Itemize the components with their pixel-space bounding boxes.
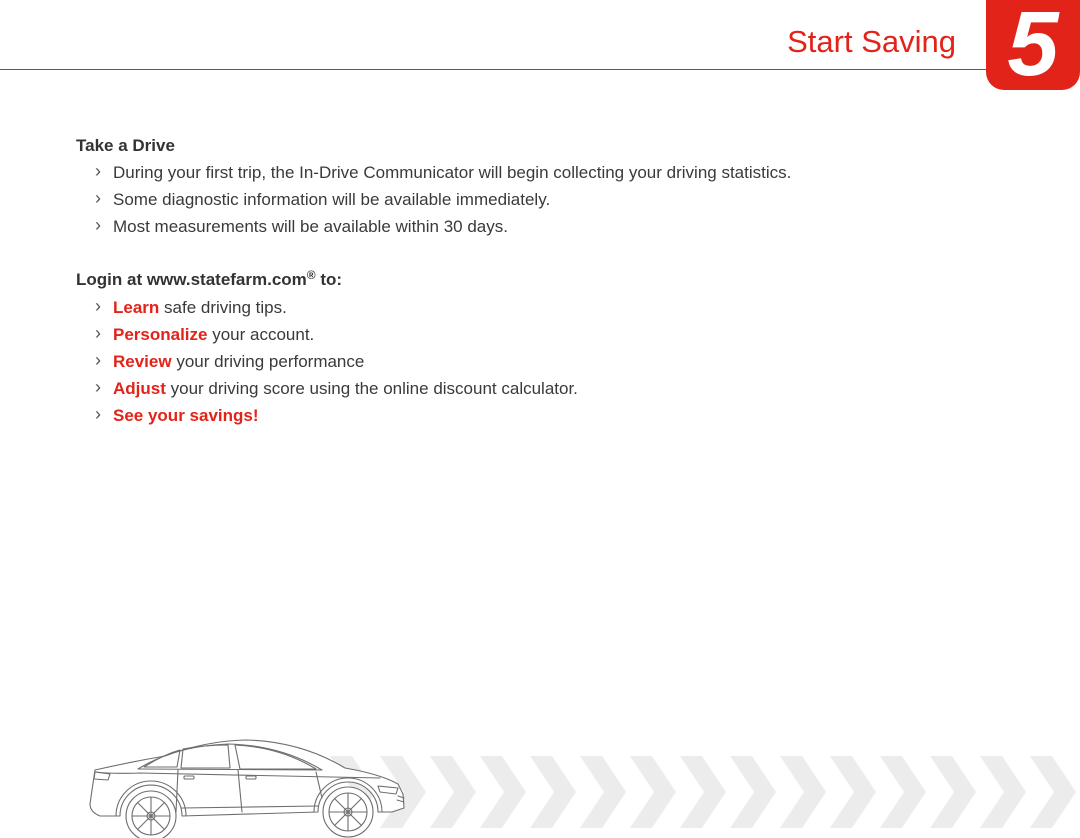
login-heading-suffix: to: bbox=[315, 270, 343, 289]
chevron-stripe bbox=[580, 756, 626, 828]
login-section bbox=[76, 270, 578, 429]
list-item bbox=[76, 294, 578, 321]
chevron-right-icon: › bbox=[95, 296, 101, 316]
wheel-icon bbox=[323, 787, 373, 837]
chevron-stripe bbox=[680, 756, 726, 828]
chevron-right-icon: › bbox=[95, 323, 101, 343]
list-item bbox=[76, 375, 578, 402]
chevron-right-icon: › bbox=[95, 161, 101, 181]
chevron-stripe bbox=[880, 756, 926, 828]
list-item-text: safe driving tips. bbox=[159, 298, 287, 317]
registered-mark: ® bbox=[306, 268, 316, 282]
car-illustration bbox=[0, 728, 1080, 838]
chevron-stripe bbox=[530, 756, 576, 828]
take-a-drive-list bbox=[76, 159, 791, 240]
chevron-stripe bbox=[480, 756, 526, 828]
list-item-text: your account. bbox=[207, 325, 315, 344]
chevron-right-icon: › bbox=[95, 377, 101, 397]
list-item bbox=[76, 213, 791, 240]
chevron-stripe bbox=[980, 756, 1026, 828]
chevron-right-icon: › bbox=[95, 188, 101, 208]
header-divider bbox=[0, 69, 1000, 70]
step-number: 5 bbox=[1007, 0, 1059, 95]
wheel-icon bbox=[126, 791, 176, 838]
list-item bbox=[76, 321, 578, 348]
chevron-stripe-pattern bbox=[330, 756, 1076, 828]
chevron-stripe bbox=[830, 756, 876, 828]
list-item bbox=[76, 348, 578, 375]
chevron-stripe bbox=[430, 756, 476, 828]
list-item-text: Most measurements will be available within 30 days. bbox=[113, 217, 508, 236]
list-item-text: Some diagnostic information will be available immediately. bbox=[113, 190, 551, 209]
list-item bbox=[76, 159, 791, 186]
chevron-right-icon: › bbox=[95, 215, 101, 235]
list-item-text: your driving performance bbox=[171, 352, 365, 371]
list-item bbox=[76, 186, 791, 213]
chevron-stripe bbox=[630, 756, 676, 828]
login-heading bbox=[76, 270, 578, 290]
list-item-highlight: See your savings! bbox=[113, 406, 259, 425]
list-item bbox=[76, 402, 578, 429]
page-title: Start Saving bbox=[787, 24, 956, 59]
list-item-text: your driving score using the online discount calculator. bbox=[165, 379, 578, 398]
list-item-highlight: Learn bbox=[113, 298, 160, 317]
take-a-drive-section bbox=[76, 136, 791, 240]
chevron-stripe bbox=[780, 756, 826, 828]
list-item-highlight: Review bbox=[113, 352, 172, 371]
list-item-text: During your first trip, the In-Drive Communicator will begin collecting your driving statistics. bbox=[113, 163, 792, 182]
login-heading-prefix: Login at www.statefarm.com bbox=[76, 270, 307, 289]
chevron-right-icon: › bbox=[95, 404, 101, 424]
take-a-drive-heading: Take a Drive bbox=[76, 136, 175, 155]
step-badge bbox=[986, 0, 1080, 95]
list-item-highlight: Adjust bbox=[113, 379, 166, 398]
chevron-stripe bbox=[930, 756, 976, 828]
chevron-right-icon: › bbox=[95, 350, 101, 370]
chevron-stripe bbox=[730, 756, 776, 828]
list-item-highlight: Personalize bbox=[113, 325, 208, 344]
login-list bbox=[76, 294, 578, 429]
chevron-stripe bbox=[1030, 756, 1076, 828]
